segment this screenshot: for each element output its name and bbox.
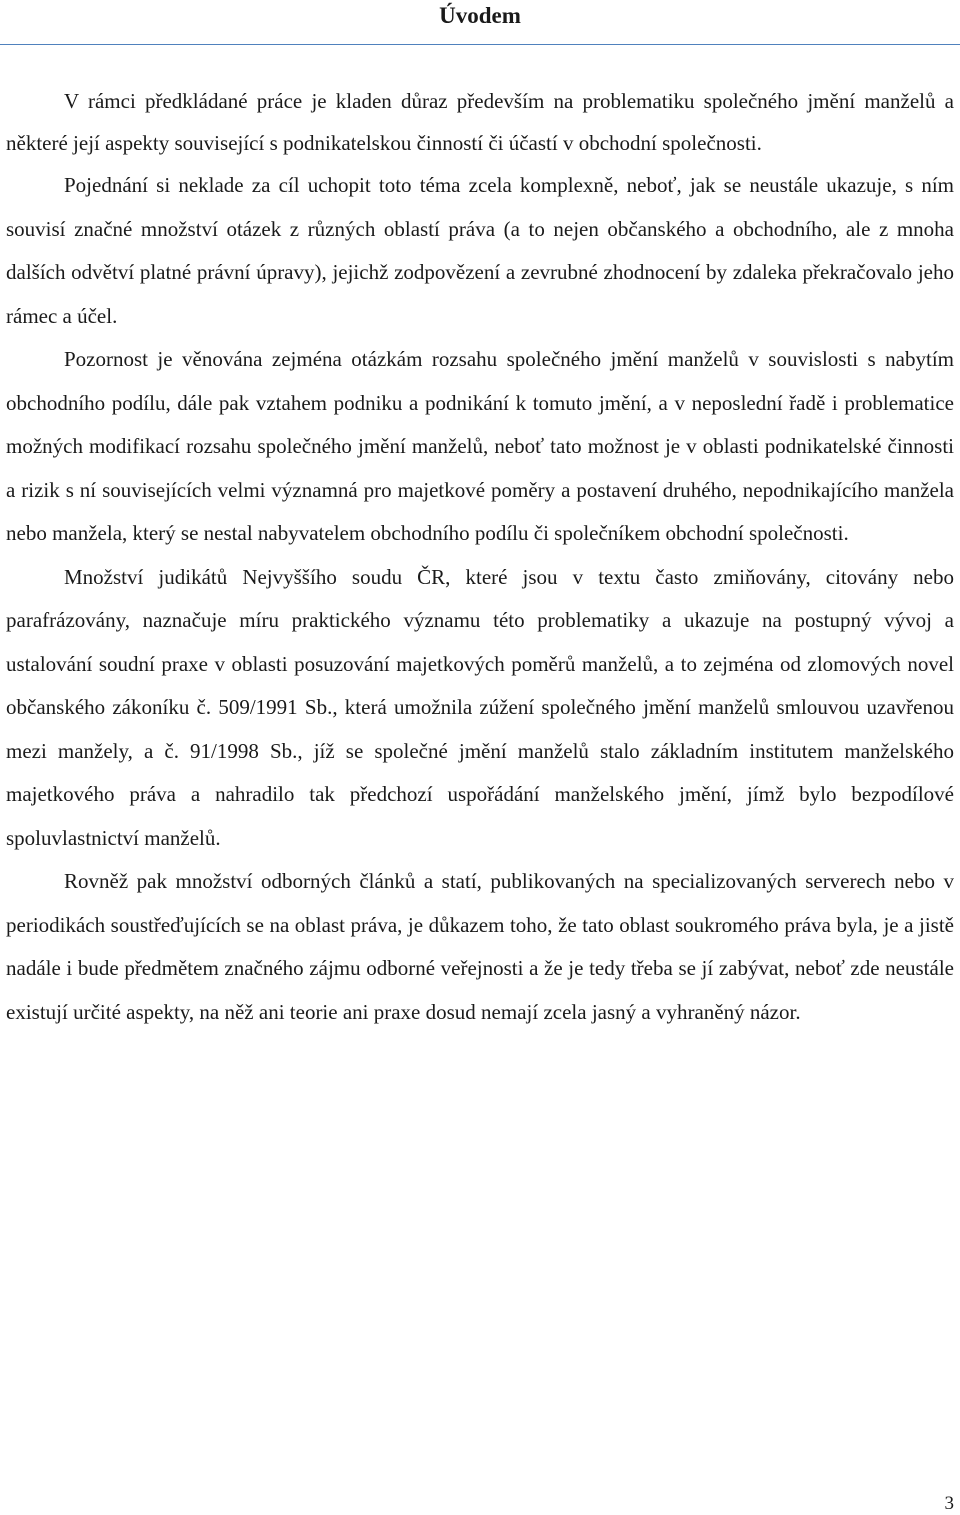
paragraph-case-law: Množství judikátů Nejvyššího soudu ČR, které jsou v textu často zmiňovány, citovány nebo parafrázovány, naznačuje míru praktického významu této problematiky a ukazuje na postupný vývoj a ustalování soudní praxe v oblasti posuzování majetkových poměrů manželů, a to zejména od zlomových novel občanského zákoníku č. 509/1991 Sb., která umožnila zúžení společného jmění manželů smlouvou uzavřenou mezi manžely, a č. 91/1998 Sb., jíž se společné jmění manželů stalo základním institutem manželského majetkového práva a nahradilo tak předchozí uspořádání manželského jmění, jímž bylo bezpodílové spoluvlastnictví manželů. xyxy=(6,564,954,850)
page-number: 3 xyxy=(944,1493,954,1514)
paragraph-focus: Pozornost je věnována zejména otázkám rozsahu společného jmění manželů v souvislosti s nabytím obchodního podílu, dále pak vztahem podniku a podnikání k tomuto jmění, a v neposlední řadě i problematice možných modifikací rozsahu společného jmění manželů, neboť tato možnost je v oblasti podnikatelské činnosti a rizik s ní souvisejících velmi významná pro majetkové poměry a postavení druhého, nepodnikajícího manžela nebo manžela, který se nestal nabyvatelem obchodního podílu či společníkem obchodní společnosti. xyxy=(6,347,954,545)
paragraph-scope: Pojednání si neklade za cíl uchopit toto téma zcela komplexně, neboť, jak se neustále ukazuje, s ním souvisí značné množství otázek z různých oblastí práva (a to nejen občanského a obchodního, ale z mnoha dalších odvětví platné právní úpravy), jejichž zodpovězení a zevrubné zhodnocení by zdaleka překračovalo jeho rámec a účel. xyxy=(6,173,954,328)
document-body xyxy=(6,80,954,1034)
page-title: Úvodem xyxy=(439,3,521,28)
paragraph-literature: Rovněž pak množství odborných článků a statí, publikovaných na specializovaných serverech nebo v periodikách soustřeďujících se na oblast práva, je důkazem toho, že tato oblast soukromého práva byla, je a jistě nadále i bude předmětem značného zájmu odborné veřejnosti a že je tedy třeba se jí zabývat, neboť zde neustále existují určité aspekty, na něž ani teorie ani praxe dosud nemají zcela jasný a vyhraněný názor. xyxy=(6,869,954,1024)
paragraph-intro: V rámci předkládané práce je kladen důraz především na problematiku společného jmění manželů a některé její aspekty související s podnikatelskou činností či účastí v obchodní společnosti. xyxy=(6,89,954,155)
heading-rule xyxy=(0,44,960,45)
